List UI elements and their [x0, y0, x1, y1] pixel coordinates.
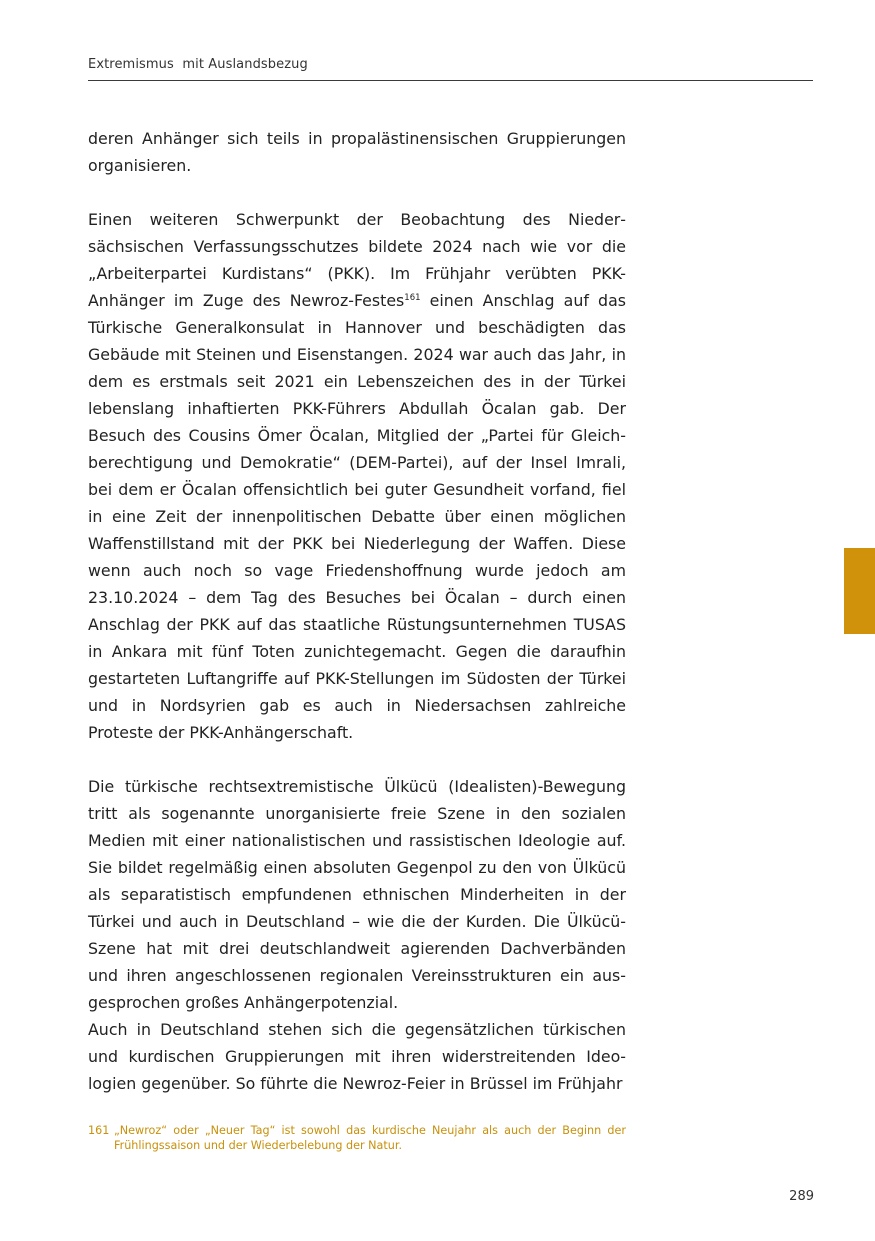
footnote-text: „Newroz“ oder „Neuer Tag“ ist sowohl das kurdische Neujahr als auch der Beginn der Frühlingssaison und der Wiederbelebung der Natur. — [114, 1124, 626, 1152]
page-number: 289 — [789, 1189, 814, 1204]
paragraph-2-part-2: einen Anschlag auf das Türkische Generalkonsulat in Hannover und beschädigten das Gebäude mit Steinen und Eisenstangen. 2024 war auch das Jahr, in dem es erstmals seit 2021 ein Lebenszeichen des in der Türkei lebenslang inhaftierten PKK-Führers Abdullah Öcalan gab. Der Besuch des Cousins Ömer Öcalan, Mitglied der „Partei für Gleichberechtigung und Demokratie“ (DEM-Partei), auf der Insel Imrali, bei dem er Öcalan offensichtlich bei guter Gesundheit vorfand, fiel in eine Zeit der innenpolitischen Debatte über einen möglichen Waffenstillstand mit der PKK bei Niederlegung der Waffen. Diese wenn auch noch so vage Friedenshoffnung wurde jedoch am 23.10.2024 – dem Tag des Besuches bei Öcalan – durch einen Anschlag der PKK auf das staatliche Rüstungsunternehmen TUSAS in Ankara mit fünf Toten zunichtegemacht. Gegen die daraufhin gestarteten Luftangriffe auf PKK-Stellungen im Südosten der Türkei und in Nordsyrien gab es auch in Niedersachsen zahlreiche Proteste der PKK-Anhängerschaft. — [88, 291, 626, 742]
paragraph-3: Die türkische rechtsextremistische Ülkücü (Idealisten)-Bewegung tritt als sogenannte unorganisierte freie Szene in den sozialen Medien mit einer nationalistischen und rassistischen Ideologie auf. Sie bildet regelmäßig einen absoluten Gegenpol zu den von Ülkücü als separatistisch empfundenen ethnischen Minderheiten in der Türkei und auch in Deutschland – wie die der Kurden. Die Ülkücü-Szene hat mit drei deutschlandweit agierenden Dachverbänden und ihren angeschlossenen regionalen Vereinsstrukturen ein ausgesprochen großes Anhängerpotenzial. — [88, 777, 626, 1012]
footnote-number: 161 — [88, 1124, 110, 1137]
main-text — [88, 125, 626, 1097]
paragraph-1: deren Anhänger sich teils in propalästinensischen Gruppierungen organisieren. — [88, 129, 626, 175]
chapter-tab-marker — [844, 548, 875, 634]
running-header — [88, 56, 813, 81]
paragraph-2-part-1: Einen weiteren Schwerpunkt der Beobachtung des Niedersächsischen Verfassungsschutzes bildete 2024 nach wie vor die „Arbeiterpartei Kurdistans“ (PKK). Im Frühjahr verübten PKK-Anhänger im Zuge des Newroz-Festes — [88, 210, 626, 310]
paragraph-2 — [88, 206, 626, 746]
footnote — [88, 1123, 626, 1153]
header-title: Extremismus mit Auslandsbezug — [88, 57, 308, 72]
paragraph-4: Auch in Deutschland stehen sich die gegensätzlichen türkischen und kurdischen Gruppierungen mit ihren widerstreitenden Ideologien gegenüber. So führte die Newroz-Feier in Brüssel im Frühjahr — [88, 1020, 626, 1093]
footnote-reference: 161 — [404, 293, 421, 303]
